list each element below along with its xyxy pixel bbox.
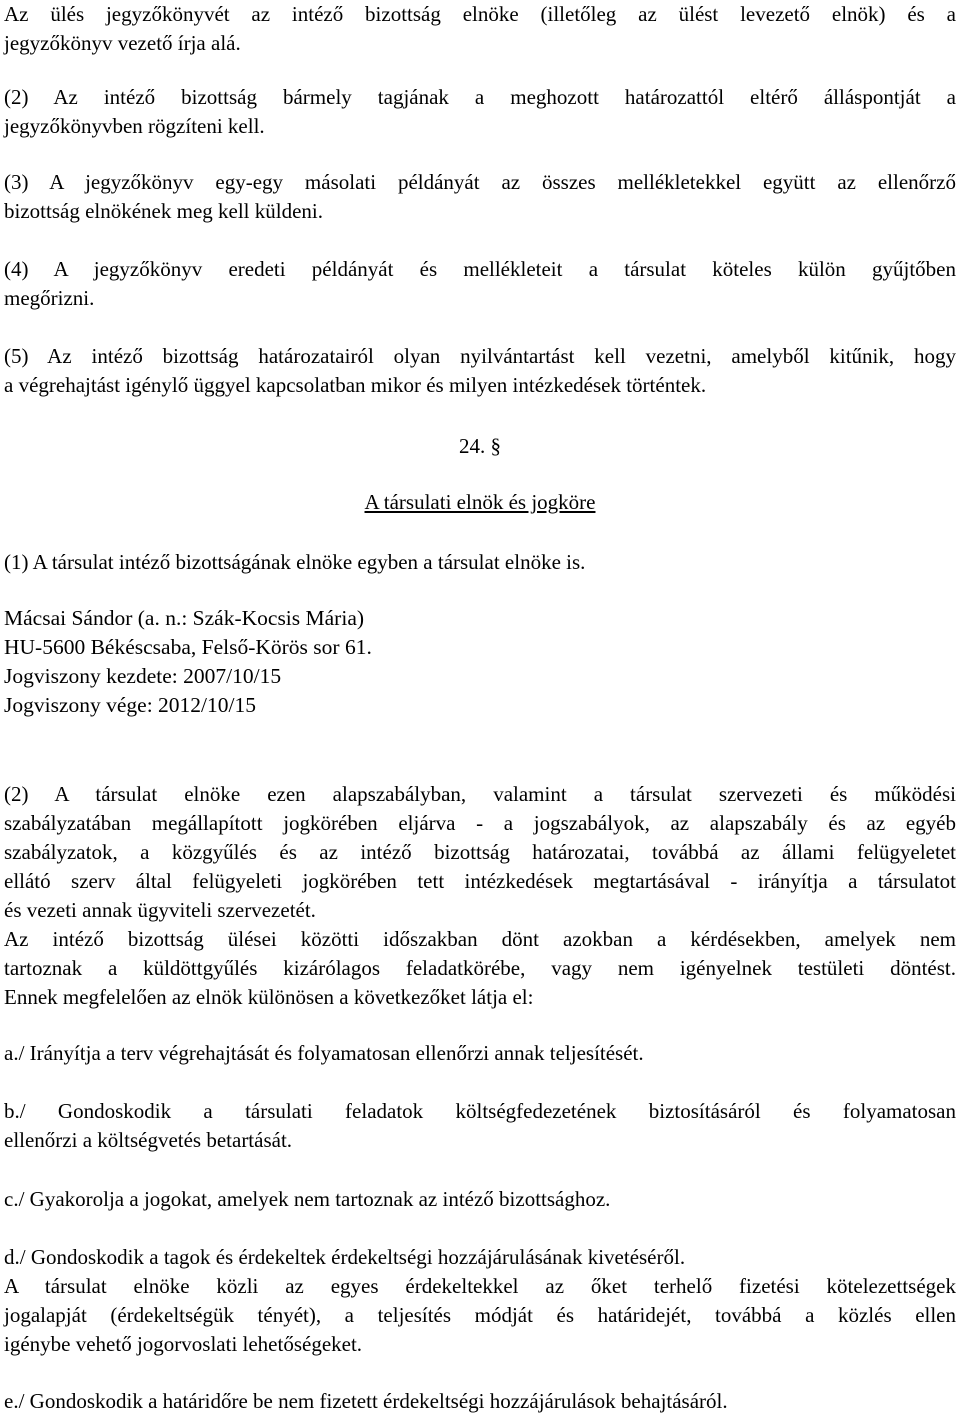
- text-line: a végrehajtást igénylő üggyel kapcsolatban mikor és milyen intézkedések történtek.: [4, 373, 707, 397]
- paragraph-president-duties: [4, 780, 956, 1012]
- term-end: Jogviszony vége: 2012/10/15: [4, 693, 257, 717]
- list-item-a: a./ Irányítja a terv végrehajtását és folyamatosan ellenőrzi annak teljesítését.: [4, 1041, 644, 1065]
- text-line: Az ülés jegyzőkönyvét az intéző bizottság elnöke (illetőleg az ülést levezető elnök) és a: [4, 2, 956, 26]
- text-line: b./ Gondoskodik a társulati feladatok költségfedezetének biztosításáról és folyamatosan: [4, 1099, 956, 1123]
- term-start: Jogviszony kezdete: 2007/10/15: [4, 664, 282, 688]
- text-line: szabályzatában megállapított jogkörében eljárva - a jogszabályok, az alapszabály és az egyéb: [4, 811, 956, 835]
- text-line: (2) Az intéző bizottság bármely tagjának a meghozott határozattól eltérő álláspontját a: [4, 85, 956, 109]
- text-line: d./ Gondoskodik a tagok és érdekeltek érdekeltségi hozzájárulásának kivetéséről.: [4, 1245, 686, 1269]
- text-line: Ennek megfelelően az elnök különösen a következőket látja el:: [4, 985, 534, 1009]
- list-item-e: e./ Gondoskodik a határidőre be nem fizetett érdekeltségi hozzájárulások behajtásáról.: [4, 1389, 728, 1413]
- text-line: és vezeti annak ügyviteli szervezetét.: [4, 898, 316, 922]
- paragraph-3: [4, 168, 956, 226]
- text-line: szabályzatok, a közgyűlés és az intéző bizottság határozatai, továbbá az állami felügyeletet: [4, 840, 956, 864]
- text-line: jegyzőkönyv vezető írja alá.: [4, 31, 241, 55]
- list-item-c: c./ Gyakorolja a jogokat, amelyek nem tartoznak az intéző bizottsághoz.: [4, 1187, 611, 1211]
- text-line: (5) Az intéző bizottság határozatairól olyan nyilvántartást kell vezetni, amelyből kitűnik, hogy: [4, 344, 956, 368]
- paragraph-signature: [4, 0, 956, 58]
- text-line: A társulat elnöke közli az egyes érdekeltekkel az őket terhelő fizetési kötelezettségek: [4, 1274, 956, 1298]
- text-line: ellenőrzi a költségvetés betartását.: [4, 1128, 293, 1152]
- text-line: (4) A jegyzőkönyv eredeti példányát és mellékleteit a társulat köteles külön gyűjtőben: [4, 257, 956, 281]
- president-address: HU-5600 Békéscsaba, Felső-Körös sor 61.: [4, 635, 372, 659]
- president-intro: (1) A társulat intéző bizottságának elnöke egyben a társulat elnöke is.: [4, 550, 586, 574]
- president-details: [4, 604, 956, 720]
- section-number: 24. §: [459, 434, 501, 458]
- text-line: (2) A társulat elnöke ezen alapszabályban, valamint a társulat szervezeti és működési: [4, 782, 956, 806]
- paragraph-2: [4, 83, 956, 141]
- president-name: Mácsai Sándor (a. n.: Szák-Kocsis Mária): [4, 606, 365, 630]
- text-line: megőrizni.: [4, 286, 95, 310]
- section-title: A társulati elnök és jogköre: [364, 490, 596, 514]
- list-item-b: [4, 1097, 956, 1155]
- text-line: Az intéző bizottság ülései közötti időszakban dönt azokban a kérdésekben, amelyek nem: [4, 927, 956, 951]
- text-line: igénybe vehető jogorvoslati lehetőségeket.: [4, 1332, 363, 1356]
- text-line: tartoznak a küldöttgyűlés kizárólagos feladatkörébe, vagy nem igényelnek testületi döntést.: [4, 956, 956, 980]
- text-line: ellátó szerv által felügyeleti jogkörében tett intézkedések megtartásával - irányítja a társulatot: [4, 869, 956, 893]
- list-item-d: [4, 1243, 956, 1359]
- paragraph-5: [4, 342, 956, 400]
- text-line: bizottság elnökének meg kell küldeni.: [4, 199, 323, 223]
- text-line: jegyzőkönyvben rögzíteni kell.: [4, 114, 265, 138]
- paragraph-4: [4, 255, 956, 313]
- text-line: jogalapját (érdekeltségük tényét), a teljesítés módját és határidejét, továbbá a közlés ellen: [4, 1303, 956, 1327]
- text-line: (3) A jegyzőkönyv egy-egy másolati példányát az összes mellékletekkel együtt az ellenőrző: [4, 170, 956, 194]
